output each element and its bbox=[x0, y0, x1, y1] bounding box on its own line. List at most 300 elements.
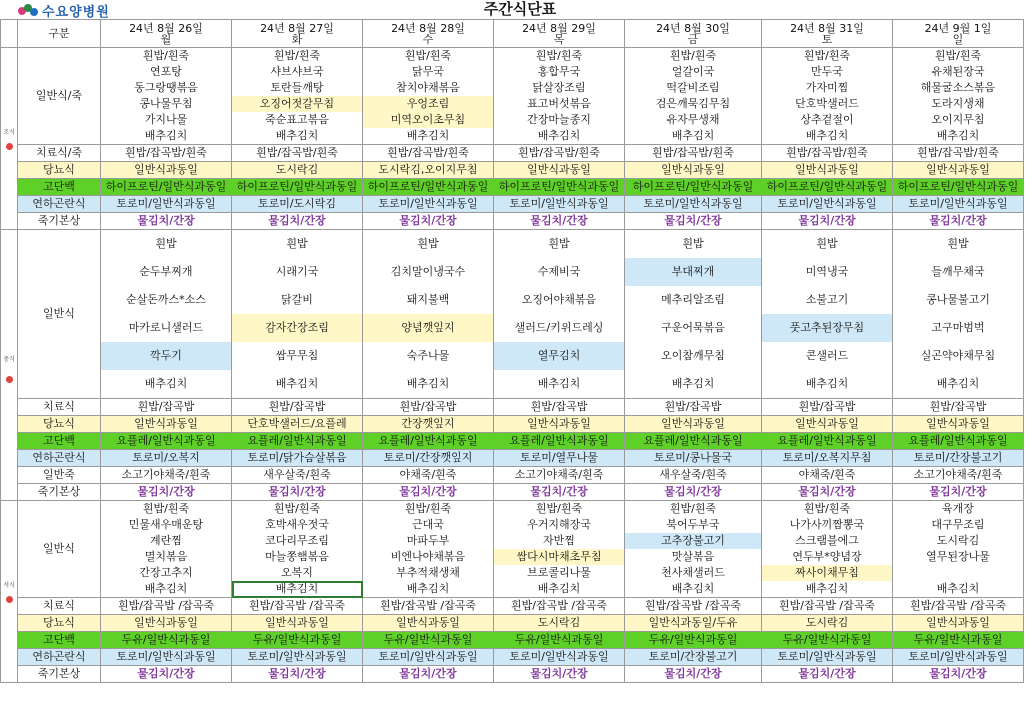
dysphagia-cell[interactable]: 토로미/간장깻잎지 bbox=[363, 450, 494, 467]
protein-cell[interactable]: 두유/일반식과동일 bbox=[363, 632, 494, 649]
diabetic-cell[interactable]: 일반식과동일 bbox=[494, 162, 625, 179]
protein-cell[interactable]: 하이프로틴/일반식과동일 bbox=[625, 179, 762, 196]
weekday-label: 수 bbox=[422, 32, 434, 46]
menu-cell[interactable]: 배추김치 bbox=[893, 128, 1024, 145]
menu-cell[interactable]: 흰밥 bbox=[762, 230, 893, 259]
menu-cell[interactable]: 배추김치 bbox=[232, 581, 363, 598]
menu-cell[interactable]: 근대국 bbox=[363, 517, 494, 533]
weekly-menu-table bbox=[0, 19, 1024, 683]
menu-cell[interactable]: 배추김치 bbox=[762, 581, 893, 598]
side-cell[interactable]: 물김치/간장 bbox=[625, 484, 762, 501]
menu-cell[interactable]: 흰밥/흰죽 bbox=[363, 48, 494, 65]
menu-cell[interactable]: 배추김치 bbox=[232, 128, 363, 145]
weekday-label: 화 bbox=[291, 32, 303, 46]
treatment-cell[interactable]: 흰밥/잡곡밥 bbox=[232, 399, 363, 416]
treatment-cell[interactable]: 흰밥/잡곡밥 /잡곡죽 bbox=[762, 598, 893, 615]
menu-cell[interactable]: 배추김치 bbox=[101, 581, 232, 598]
side-cell[interactable]: 물김치/간장 bbox=[762, 666, 893, 683]
menu-cell[interactable]: 흰밥/흰죽 bbox=[625, 501, 762, 518]
diabetic-label[interactable]: 당뇨식 bbox=[18, 416, 101, 433]
treatment-cell[interactable]: 흰밥/잡곡밥 /잡곡죽 bbox=[893, 598, 1024, 615]
protein-cell[interactable]: 두유/일반식과동일 bbox=[232, 632, 363, 649]
side-cell[interactable]: 물김치/간장 bbox=[232, 484, 363, 501]
diabetic-cell[interactable]: 일반식과동일 bbox=[625, 162, 762, 179]
hospital-logo bbox=[18, 2, 110, 18]
porridge-cell[interactable]: 새우살죽/흰죽 bbox=[625, 467, 762, 484]
menu-cell[interactable]: 콩나물무침 bbox=[101, 96, 232, 112]
flower-icon bbox=[6, 143, 13, 150]
protein-label[interactable]: 고단백 bbox=[18, 179, 101, 196]
menu-cell[interactable]: 홍합무국 bbox=[494, 64, 625, 80]
dysphagia-cell[interactable]: 토로미/열무나물 bbox=[494, 450, 625, 467]
diabetic-cell[interactable]: 일반식과동일/두유 bbox=[625, 615, 762, 632]
menu-cell[interactable]: 연두부*양념장 bbox=[762, 549, 893, 565]
diabetic-label[interactable]: 당뇨식 bbox=[18, 162, 101, 179]
menu-cell[interactable]: 만두국 bbox=[762, 64, 893, 80]
protein-cell[interactable]: 하이프로틴/일반식과동일 bbox=[101, 179, 232, 196]
menu-cell[interactable]: 열무된장나물 bbox=[893, 549, 1024, 565]
breakfast-menu-row bbox=[1, 48, 1024, 65]
diabetic-cell[interactable]: 일반식과동일 bbox=[762, 162, 893, 179]
menu-cell[interactable]: 열무김치 bbox=[494, 342, 625, 370]
menu-cell[interactable]: 깍두기 bbox=[101, 342, 232, 370]
diabetic-cell[interactable]: 일반식과동일 bbox=[762, 416, 893, 433]
side-cell[interactable]: 물김치/간장 bbox=[363, 213, 494, 230]
menu-cell[interactable]: 흰밥/흰죽 bbox=[363, 501, 494, 518]
dysphagia-cell[interactable]: 토로미/일반식과동일 bbox=[893, 649, 1024, 666]
menu-cell[interactable]: 스크램블에그 bbox=[762, 533, 893, 549]
menu-cell[interactable]: 배추김치 bbox=[101, 128, 232, 145]
menu-cell[interactable]: 단호박샐러드 bbox=[762, 96, 893, 112]
dysphagia-label[interactable]: 연하곤란식 bbox=[18, 196, 101, 213]
header-row bbox=[1, 20, 1024, 48]
menu-cell[interactable]: 풋고추된장무침 bbox=[762, 314, 893, 342]
dinner-main-label[interactable]: 일반식 bbox=[18, 501, 101, 598]
breakfast-menu-row bbox=[1, 64, 1024, 80]
menu-cell[interactable]: 흰밥 bbox=[232, 230, 363, 259]
menu-cell[interactable]: 배추김치 bbox=[494, 128, 625, 145]
protein-cell[interactable]: 하이프로틴/일반식과동일 bbox=[232, 179, 363, 196]
protein-cell[interactable]: 요플레/일반식과동일 bbox=[893, 433, 1024, 450]
breakfast-protein-row bbox=[1, 179, 1024, 196]
menu-cell[interactable]: 도라지생채 bbox=[893, 96, 1024, 112]
protein-cell[interactable]: 두유/일반식과동일 bbox=[625, 632, 762, 649]
dysphagia-cell[interactable]: 토로미/도시락김 bbox=[232, 196, 363, 213]
protein-cell[interactable]: 요플레/일반식과동일 bbox=[363, 433, 494, 450]
menu-cell[interactable]: 대구무조림 bbox=[893, 517, 1024, 533]
side-cell[interactable]: 물김치/간장 bbox=[762, 213, 893, 230]
diabetic-cell[interactable]: 일반식과동일 bbox=[893, 615, 1024, 632]
date-header[interactable] bbox=[363, 20, 494, 48]
dysphagia-cell[interactable]: 토로미/오복지무침 bbox=[762, 450, 893, 467]
menu-cell[interactable]: 도시락김 bbox=[893, 533, 1024, 549]
menu-cell[interactable]: 쌈무무침 bbox=[232, 342, 363, 370]
menu-cell[interactable]: 샐러드/키위드레싱 bbox=[494, 314, 625, 342]
menu-cell[interactable]: 고구마범벅 bbox=[893, 314, 1024, 342]
dysphagia-cell[interactable]: 토로미/콩나물국 bbox=[625, 450, 762, 467]
side-cell[interactable]: 물김치/간장 bbox=[893, 666, 1024, 683]
treatment-cell[interactable]: 흰밥/잡곡밥 /잡곡죽 bbox=[232, 598, 363, 615]
dysphagia-cell[interactable]: 토로미/일반식과동일 bbox=[494, 196, 625, 213]
menu-cell[interactable]: 배추김치 bbox=[101, 370, 232, 399]
diabetic-cell[interactable]: 일반식과동일 bbox=[101, 416, 232, 433]
treatment-label[interactable]: 치료식 bbox=[18, 598, 101, 615]
protein-cell[interactable]: 요플레/일반식과동일 bbox=[232, 433, 363, 450]
menu-cell[interactable]: 흰밥 bbox=[625, 230, 762, 259]
side-cell[interactable]: 물김치/간장 bbox=[494, 666, 625, 683]
diabetic-cell[interactable]: 일반식과동일 bbox=[893, 416, 1024, 433]
menu-cell[interactable] bbox=[893, 565, 1024, 581]
protein-cell[interactable]: 하이프로틴/일반식과동일 bbox=[893, 179, 1024, 196]
menu-cell[interactable]: 배추김치 bbox=[893, 370, 1024, 399]
protein-label[interactable]: 고단백 bbox=[18, 632, 101, 649]
menu-cell[interactable]: 흰밥/흰죽 bbox=[893, 48, 1024, 65]
menu-cell[interactable]: 흰밥/흰죽 bbox=[494, 501, 625, 518]
side-cell[interactable]: 물김치/간장 bbox=[101, 666, 232, 683]
dysphagia-cell[interactable]: 토로미/일반식과동일 bbox=[625, 196, 762, 213]
treatment-cell[interactable]: 흰밥/잡곡밥 bbox=[101, 399, 232, 416]
menu-cell[interactable]: 오이참깨무침 bbox=[625, 342, 762, 370]
diabetic-cell[interactable]: 도시락김 bbox=[232, 162, 363, 179]
corner-cell[interactable] bbox=[1, 20, 18, 48]
menu-cell[interactable]: 나가사끼짬뽕국 bbox=[762, 517, 893, 533]
side-label[interactable]: 죽기본상 bbox=[18, 666, 101, 683]
dinner-diabetic-row bbox=[1, 615, 1024, 632]
menu-cell[interactable]: 흰밥/흰죽 bbox=[494, 48, 625, 65]
menu-cell[interactable]: 얼갈이국 bbox=[625, 64, 762, 80]
menu-cell[interactable]: 양념깻잎지 bbox=[363, 314, 494, 342]
menu-cell[interactable]: 닭갈비 bbox=[232, 286, 363, 314]
menu-cell[interactable]: 호박새우젓국 bbox=[232, 517, 363, 533]
dysphagia-cell[interactable]: 토로미/일반식과동일 bbox=[363, 649, 494, 666]
menu-cell[interactable]: 짜사이채무침 bbox=[762, 565, 893, 581]
lunch-menu-row bbox=[1, 286, 1024, 314]
treatment-label[interactable]: 치료식/죽 bbox=[18, 145, 101, 162]
flower-icon bbox=[6, 376, 13, 383]
side-cell[interactable]: 물김치/간장 bbox=[893, 484, 1024, 501]
dysphagia-cell[interactable]: 토로미/일반식과동일 bbox=[494, 649, 625, 666]
date-header[interactable] bbox=[494, 20, 625, 48]
protein-cell[interactable]: 두유/일반식과동일 bbox=[762, 632, 893, 649]
treatment-cell[interactable]: 흰밥/잡곡밥 bbox=[494, 399, 625, 416]
diabetic-cell[interactable]: 일반식과동일 bbox=[232, 615, 363, 632]
protein-cell[interactable]: 두유/일반식과동일 bbox=[494, 632, 625, 649]
menu-cell[interactable]: 순두부찌개 bbox=[101, 258, 232, 286]
menu-cell[interactable]: 흰밥/흰죽 bbox=[625, 48, 762, 65]
menu-cell[interactable]: 멸치볶음 bbox=[101, 549, 232, 565]
menu-cell[interactable]: 연포탕 bbox=[101, 64, 232, 80]
date-header[interactable] bbox=[762, 20, 893, 48]
menu-cell[interactable]: 오이지무침 bbox=[893, 112, 1024, 128]
dysphagia-cell[interactable]: 토로미/닭가슴살볶음 bbox=[232, 450, 363, 467]
flower-icon bbox=[6, 596, 13, 603]
menu-cell[interactable]: 떡갈비조림 bbox=[625, 80, 762, 96]
porridge-cell[interactable]: 소고기야채죽/흰죽 bbox=[101, 467, 232, 484]
treatment-cell[interactable]: 흰밥/잡곡밥 /잡곡죽 bbox=[494, 598, 625, 615]
side-cell[interactable]: 물김치/간장 bbox=[363, 484, 494, 501]
treatment-cell[interactable]: 흰밥/잡곡밥 bbox=[363, 399, 494, 416]
menu-cell[interactable]: 수제비국 bbox=[494, 258, 625, 286]
lunch-meal-cell[interactable] bbox=[1, 230, 18, 501]
menu-cell[interactable]: 천사채샐러드 bbox=[625, 565, 762, 581]
side-cell[interactable]: 물김치/간장 bbox=[762, 484, 893, 501]
dinner-menu-row bbox=[1, 501, 1024, 518]
menu-cell[interactable]: 표고버섯볶음 bbox=[494, 96, 625, 112]
protein-cell[interactable]: 두유/일반식과동일 bbox=[893, 632, 1024, 649]
lunch-menu-row bbox=[1, 342, 1024, 370]
date-header[interactable] bbox=[101, 20, 232, 48]
diabetic-cell[interactable]: 일반식과동일 bbox=[893, 162, 1024, 179]
menu-cell[interactable]: 죽순표고볶음 bbox=[232, 112, 363, 128]
side-cell[interactable]: 물김치/간장 bbox=[893, 213, 1024, 230]
menu-cell[interactable]: 배추김치 bbox=[494, 370, 625, 399]
menu-cell[interactable]: 샤브샤브국 bbox=[232, 64, 363, 80]
side-cell[interactable]: 물김치/간장 bbox=[101, 484, 232, 501]
menu-cell[interactable]: 배추김치 bbox=[363, 370, 494, 399]
protein-label[interactable]: 고단백 bbox=[18, 433, 101, 450]
dinner-menu-row bbox=[1, 517, 1024, 533]
diabetic-cell[interactable]: 일반식과동일 bbox=[625, 416, 762, 433]
dysphagia-cell[interactable]: 토로미/간장불고기 bbox=[625, 649, 762, 666]
menu-cell[interactable]: 참치야채볶음 bbox=[363, 80, 494, 96]
menu-cell[interactable]: 민물새우매운탕 bbox=[101, 517, 232, 533]
menu-cell[interactable]: 미역냉국 bbox=[762, 258, 893, 286]
diabetic-cell[interactable]: 도시락김 bbox=[762, 615, 893, 632]
menu-cell[interactable]: 자반찜 bbox=[494, 533, 625, 549]
treatment-label[interactable]: 치료식 bbox=[18, 399, 101, 416]
menu-cell[interactable]: 토란들깨탕 bbox=[232, 80, 363, 96]
diabetic-cell[interactable]: 간장깻잎지 bbox=[363, 416, 494, 433]
dinner-menu-row bbox=[1, 533, 1024, 549]
diabetic-cell[interactable]: 일반식과동일 bbox=[101, 615, 232, 632]
menu-cell[interactable]: 배추김치 bbox=[494, 581, 625, 598]
menu-cell[interactable]: 흰밥 bbox=[494, 230, 625, 259]
menu-cell[interactable]: 감자간장조림 bbox=[232, 314, 363, 342]
side-cell[interactable]: 물김치/간장 bbox=[494, 484, 625, 501]
diabetic-cell[interactable]: 일반식과동일 bbox=[363, 615, 494, 632]
menu-cell[interactable]: 계란찜 bbox=[101, 533, 232, 549]
diabetic-cell[interactable]: 도시락김,오이지무침 bbox=[363, 162, 494, 179]
menu-cell[interactable]: 닭무국 bbox=[363, 64, 494, 80]
menu-cell[interactable]: 마파두부 bbox=[363, 533, 494, 549]
menu-cell[interactable]: 들깨무채국 bbox=[893, 258, 1024, 286]
menu-cell[interactable]: 배추김치 bbox=[363, 581, 494, 598]
menu-cell[interactable]: 동그랑땡볶음 bbox=[101, 80, 232, 96]
lunch-side-row bbox=[1, 484, 1024, 501]
dysphagia-cell[interactable]: 토로미/일반식과동일 bbox=[232, 649, 363, 666]
date-header[interactable] bbox=[893, 20, 1024, 48]
side-cell[interactable]: 물김치/간장 bbox=[232, 213, 363, 230]
menu-cell[interactable]: 실곤약야채무침 bbox=[893, 342, 1024, 370]
date-header[interactable] bbox=[232, 20, 363, 48]
protein-cell[interactable]: 두유/일반식과동일 bbox=[101, 632, 232, 649]
lunch-diabetic-row bbox=[1, 416, 1024, 433]
protein-cell[interactable]: 하이프로틴/일반식과동일 bbox=[494, 179, 625, 196]
menu-cell[interactable]: 쌈다시마채초무침 bbox=[494, 549, 625, 565]
menu-cell[interactable]: 흰밥/흰죽 bbox=[232, 48, 363, 65]
dysphagia-label[interactable]: 연하곤란식 bbox=[18, 649, 101, 666]
menu-cell[interactable]: 메추리알조림 bbox=[625, 286, 762, 314]
diabetic-label[interactable]: 당뇨식 bbox=[18, 615, 101, 632]
menu-cell[interactable]: 흰밥/흰죽 bbox=[101, 48, 232, 65]
diabetic-cell[interactable]: 도시락김 bbox=[494, 615, 625, 632]
menu-cell[interactable]: 김치말이냉국수 bbox=[363, 258, 494, 286]
menu-cell[interactable]: 배추김치 bbox=[625, 370, 762, 399]
menu-cell[interactable]: 닭살장조림 bbox=[494, 80, 625, 96]
treatment-cell[interactable]: 흰밥/잡곡밥/흰죽 bbox=[893, 145, 1024, 162]
dysphagia-cell[interactable]: 토로미/일반식과동일 bbox=[363, 196, 494, 213]
protein-cell[interactable]: 하이프로틴/일반식과동일 bbox=[762, 179, 893, 196]
logo-icon bbox=[18, 4, 40, 16]
menu-cell[interactable]: 간장고추지 bbox=[101, 565, 232, 581]
dysphagia-cell[interactable]: 토로미/일반식과동일 bbox=[762, 196, 893, 213]
treatment-cell[interactable]: 흰밥/잡곡밥/흰죽 bbox=[232, 145, 363, 162]
menu-cell[interactable]: 구운어묵볶음 bbox=[625, 314, 762, 342]
menu-cell[interactable]: 배추김치 bbox=[893, 581, 1024, 598]
weekday-label: 토 bbox=[821, 32, 833, 46]
menu-cell[interactable]: 흰밥/흰죽 bbox=[101, 501, 232, 518]
diabetic-cell[interactable]: 단호박샐러드/요플레 bbox=[232, 416, 363, 433]
menu-cell[interactable]: 해물굴소스볶음 bbox=[893, 80, 1024, 96]
menu-cell[interactable]: 우거지해장국 bbox=[494, 517, 625, 533]
menu-cell[interactable]: 육개장 bbox=[893, 501, 1024, 518]
protein-cell[interactable]: 요플레/일반식과동일 bbox=[762, 433, 893, 450]
treatment-cell[interactable]: 흰밥/잡곡밥/흰죽 bbox=[101, 145, 232, 162]
dinner-menu-row bbox=[1, 581, 1024, 598]
menu-cell[interactable]: 콩나물불고기 bbox=[893, 286, 1024, 314]
menu-cell[interactable]: 시래기국 bbox=[232, 258, 363, 286]
treatment-cell[interactable]: 흰밥/잡곡밥/흰죽 bbox=[762, 145, 893, 162]
menu-cell[interactable]: 오복지 bbox=[232, 565, 363, 581]
menu-cell[interactable]: 순살돈까스*소스 bbox=[101, 286, 232, 314]
porridge-cell[interactable]: 새우살죽/흰죽 bbox=[232, 467, 363, 484]
protein-cell[interactable]: 요플레/일반식과동일 bbox=[101, 433, 232, 450]
side-cell[interactable]: 물김치/간장 bbox=[363, 666, 494, 683]
dinner-treatment-row bbox=[1, 598, 1024, 615]
menu-cell[interactable]: 가자미찜 bbox=[762, 80, 893, 96]
protein-cell[interactable]: 요플레/일반식과동일 bbox=[494, 433, 625, 450]
breakfast-main-label[interactable]: 일반식/죽 bbox=[18, 48, 101, 145]
menu-cell[interactable]: 브로콜리나물 bbox=[494, 565, 625, 581]
menu-cell[interactable]: 맛살볶음 bbox=[625, 549, 762, 565]
menu-cell[interactable]: 부대찌개 bbox=[625, 258, 762, 286]
side-cell[interactable]: 물김치/간장 bbox=[494, 213, 625, 230]
dysphagia-cell[interactable]: 토로미/간장불고기 bbox=[893, 450, 1024, 467]
weekday-label: 목 bbox=[553, 32, 565, 46]
menu-cell[interactable]: 배추김치 bbox=[762, 128, 893, 145]
protein-cell[interactable]: 하이프로틴/일반식과동일 bbox=[363, 179, 494, 196]
menu-cell[interactable]: 오징어야채볶음 bbox=[494, 286, 625, 314]
breakfast-dysphagia-row bbox=[1, 196, 1024, 213]
menu-cell[interactable]: 마늘쫑햄볶음 bbox=[232, 549, 363, 565]
menu-cell[interactable]: 부추적채생채 bbox=[363, 565, 494, 581]
treatment-cell[interactable]: 흰밥/잡곡밥/흰죽 bbox=[494, 145, 625, 162]
menu-cell[interactable]: 유자무생채 bbox=[625, 112, 762, 128]
menu-cell[interactable]: 소불고기 bbox=[762, 286, 893, 314]
side-label[interactable]: 죽기본상 bbox=[18, 484, 101, 501]
date-label: 24년 9월 1일 bbox=[924, 21, 992, 35]
diabetic-cell[interactable]: 일반식과동일 bbox=[101, 162, 232, 179]
side-cell[interactable]: 물김치/간장 bbox=[232, 666, 363, 683]
treatment-cell[interactable]: 흰밥/잡곡밥/흰죽 bbox=[625, 145, 762, 162]
porridge-cell[interactable]: 야채죽/흰죽 bbox=[762, 467, 893, 484]
treatment-cell[interactable]: 흰밥/잡곡밥/흰죽 bbox=[363, 145, 494, 162]
menu-cell[interactable]: 돼지불백 bbox=[363, 286, 494, 314]
treatment-cell[interactable]: 흰밥/잡곡밥 bbox=[762, 399, 893, 416]
side-label[interactable]: 죽기본상 bbox=[18, 213, 101, 230]
menu-cell[interactable]: 간장마늘종지 bbox=[494, 112, 625, 128]
treatment-cell[interactable]: 흰밥/잡곡밥 /잡곡죽 bbox=[101, 598, 232, 615]
menu-cell[interactable]: 마카로니샐러드 bbox=[101, 314, 232, 342]
porridge-cell[interactable]: 야채죽/흰죽 bbox=[363, 467, 494, 484]
menu-cell[interactable]: 우엉조림 bbox=[363, 96, 494, 112]
menu-cell[interactable]: 숙주나물 bbox=[363, 342, 494, 370]
lunch-menu-row bbox=[1, 370, 1024, 399]
menu-cell[interactable]: 배추김치 bbox=[625, 581, 762, 598]
menu-cell[interactable]: 상추겉절이 bbox=[762, 112, 893, 128]
porridge-label[interactable]: 일반죽 bbox=[18, 467, 101, 484]
side-cell[interactable]: 물김치/간장 bbox=[101, 213, 232, 230]
menu-cell[interactable]: 배추김치 bbox=[762, 370, 893, 399]
treatment-cell[interactable]: 흰밥/잡곡밥 /잡곡죽 bbox=[363, 598, 494, 615]
header-label[interactable]: 구분 bbox=[18, 20, 101, 48]
date-header[interactable] bbox=[625, 20, 762, 48]
menu-cell[interactable]: 흰밥 bbox=[363, 230, 494, 259]
dysphagia-cell[interactable]: 토로미/일반식과동일 bbox=[893, 196, 1024, 213]
diabetic-cell[interactable]: 일반식과동일 bbox=[494, 416, 625, 433]
porridge-cell[interactable]: 소고기야채죽/흰죽 bbox=[893, 467, 1024, 484]
menu-cell[interactable]: 오징어젓갈무침 bbox=[232, 96, 363, 112]
menu-cell[interactable]: 흰밥/흰죽 bbox=[232, 501, 363, 518]
menu-cell[interactable]: 흰밥/흰죽 bbox=[762, 48, 893, 65]
dysphagia-cell[interactable]: 토로미/일반식과동일 bbox=[762, 649, 893, 666]
menu-cell[interactable]: 흰밥/흰죽 bbox=[762, 501, 893, 518]
side-cell[interactable]: 물김치/간장 bbox=[625, 213, 762, 230]
menu-cell[interactable]: 배추김치 bbox=[232, 370, 363, 399]
menu-cell[interactable]: 흰밥 bbox=[893, 230, 1024, 259]
dinner-dysphagia-row bbox=[1, 649, 1024, 666]
menu-cell[interactable]: 가지나물 bbox=[101, 112, 232, 128]
menu-cell[interactable]: 비엔나야채볶음 bbox=[363, 549, 494, 565]
dysphagia-cell[interactable]: 토로미/일반식과동일 bbox=[101, 649, 232, 666]
menu-cell[interactable]: 유채된장국 bbox=[893, 64, 1024, 80]
menu-cell[interactable]: 콘샐러드 bbox=[762, 342, 893, 370]
menu-cell[interactable]: 흰밥 bbox=[101, 230, 232, 259]
treatment-cell[interactable]: 흰밥/잡곡밥 bbox=[625, 399, 762, 416]
side-cell[interactable]: 물김치/간장 bbox=[625, 666, 762, 683]
breakfast-meal-cell[interactable] bbox=[1, 48, 18, 230]
dysphagia-cell[interactable]: 토로미/일반식과동일 bbox=[101, 196, 232, 213]
menu-cell[interactable]: 미역오이초무침 bbox=[363, 112, 494, 128]
lunch-porridge-row bbox=[1, 467, 1024, 484]
treatment-cell[interactable]: 흰밥/잡곡밥 /잡곡죽 bbox=[625, 598, 762, 615]
porridge-cell[interactable]: 소고기야채죽/흰죽 bbox=[494, 467, 625, 484]
menu-cell[interactable]: 배추김치 bbox=[625, 128, 762, 145]
date-label: 24년 8월 29일 bbox=[522, 21, 596, 35]
menu-cell[interactable]: 코다리무조림 bbox=[232, 533, 363, 549]
menu-cell[interactable]: 고추장불고기 bbox=[625, 533, 762, 549]
menu-cell[interactable]: 북어두부국 bbox=[625, 517, 762, 533]
menu-cell[interactable]: 검은깨묵김무침 bbox=[625, 96, 762, 112]
dysphagia-cell[interactable]: 토로미/오복지 bbox=[101, 450, 232, 467]
lunch-main-label[interactable]: 일반식 bbox=[18, 230, 101, 399]
dysphagia-label[interactable]: 연하곤란식 bbox=[18, 450, 101, 467]
protein-cell[interactable]: 요플레/일반식과동일 bbox=[625, 433, 762, 450]
date-label: 24년 8월 31일 bbox=[790, 21, 864, 35]
dinner-meal-cell[interactable] bbox=[1, 501, 18, 683]
menu-cell[interactable]: 배추김치 bbox=[363, 128, 494, 145]
treatment-cell[interactable]: 흰밥/잡곡밥 bbox=[893, 399, 1024, 416]
